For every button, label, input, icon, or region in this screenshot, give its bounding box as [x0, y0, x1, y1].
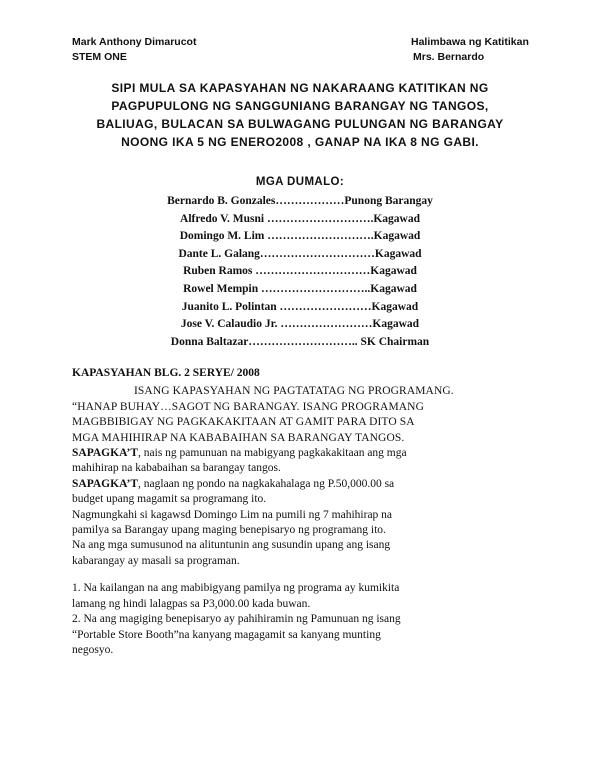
intro-line: MGA MAHIHIRAP NA KABABAIHAN SA BARANGAY TANGOS.	[72, 431, 405, 444]
author-name: Mark Anthony Dimarucot	[72, 36, 197, 48]
resolution-body	[72, 366, 532, 658]
attendee-row: Ruben Ramos …………………………Kagawad	[183, 265, 417, 278]
attendee-row: Domingo M. Lim ……………………….Kagawad	[179, 230, 421, 243]
title-line: SIPI MULA SA KAPASYAHAN NG NAKARAANG KATITIKAN NG	[111, 81, 489, 95]
whereas-keyword: SAPAGKA’T	[72, 447, 139, 460]
attendance-heading: MGA DUMALO:	[255, 176, 345, 188]
attendee-row: Rowel Mempin ………………………..Kagawad	[183, 282, 417, 295]
header-left	[72, 35, 196, 65]
paragraph-line: pamilya sa Barangay upang maging benepisaryo ng programang ito.	[72, 524, 386, 537]
list-item-line: lamang ng hindi lalagpas sa P3,000.00 kada buwan.	[72, 597, 311, 610]
attendee-row: Bernardo B. Gonzales………………Punong Barangay	[167, 195, 433, 207]
paragraph-text: , naglaan ng pondo na nagkakahalaga ng P.50,000.00 sa	[138, 477, 395, 490]
attendance-list	[0, 193, 600, 351]
attendee-row: Dante L. Galang…………………………Kagawad	[178, 247, 422, 260]
whereas-keyword: SAPAGKA’T	[72, 477, 139, 490]
list-item: 2. Na ang magiging benepisaryo ay pahihiramin ng Pamunuan ng isang	[72, 613, 401, 626]
paragraph-line: Na ang mga sumusunod na alituntunin ang susundin upang ang isang	[72, 539, 391, 552]
whereas-paragraph-1	[72, 446, 532, 461]
title-line: PAGPUPULONG NG SANGGUNIANG BARANGAY NG TANGOS,	[111, 99, 489, 113]
paragraph-text: , nais ng pamunuan na mabigyang pagkakakitaan ang mga	[138, 447, 407, 460]
intro-line: MAGBBIBIGAY NG PAGKAKAKITAAN AT GAMIT PARA DITO SA	[72, 416, 415, 429]
list-item-line: negosyo.	[72, 643, 114, 656]
resolution-heading: KAPASYAHAN BLG. 2 SERYE/ 2008	[72, 367, 260, 379]
paragraph-line: Nagmungkahi si kagawsd Domingo Lim na pumili ng 7 mahihirap na	[72, 508, 393, 521]
paragraph-line: budget upang magamit sa programang ito.	[72, 493, 267, 506]
header-right	[411, 35, 529, 65]
author-section: STEM ONE	[72, 51, 127, 63]
attendee-row: Jose V. Calaudio Jr. ……………………Kagawad	[180, 318, 420, 331]
attendee-row: Juanito L. Polintan ……………………Kagawad	[181, 300, 419, 313]
attendee-row: Alfredo V. Musni ……………………….Kagawad	[180, 212, 420, 225]
whereas-paragraph-2	[72, 477, 532, 492]
teacher-name: Mrs. Bernardo	[413, 51, 485, 63]
intro-line: “HANAP BUHAY…SAGOT NG BARANGAY. ISANG PROGRAMANG	[72, 400, 424, 413]
attendee-row: Donna Baltazar……………………….. SK Chairman	[170, 335, 430, 348]
title-line: BALIUAG, BULACAN SA BULWAGANG PULUNGAN NG BARANGAY	[96, 117, 504, 131]
intro-line: ISANG KAPASYAHAN NG PAGTATATAG NG PROGRAMANG.	[134, 385, 454, 398]
paragraph-line: kabarangay ay masali sa programan.	[72, 554, 240, 567]
paragraph-line: mahihirap na kababaihan sa barangay tangos.	[72, 462, 281, 475]
document-title	[60, 79, 540, 151]
list-item-line: “Portable Store Booth”na kanyang magagamit sa kanyang munting	[72, 628, 381, 641]
title-line: NOONG IKA 5 NG ENERO2008 , GANAP NA IKA 8 NG GABI.	[121, 135, 479, 149]
document-label: Halimbawa ng Katitikan	[411, 36, 529, 48]
spacer	[72, 569, 532, 581]
list-item: 1. Na kailangan na ang mabibigyang pamilya ng programa ay kumikita	[72, 582, 400, 595]
